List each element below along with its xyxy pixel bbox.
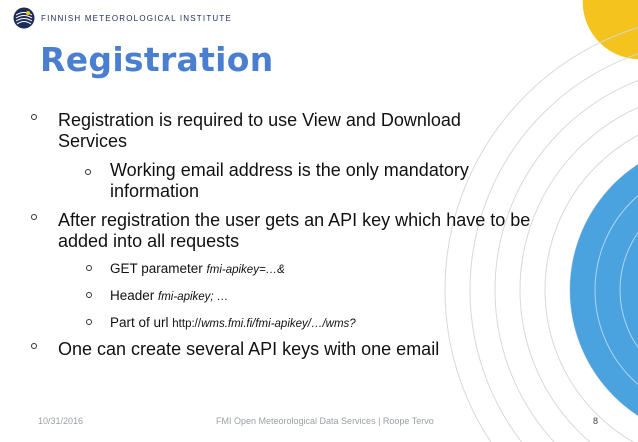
bullet-marker [31,214,37,220]
bullet-get-parameter: GET parameter fmi-apikey=…& [110,258,530,281]
footer-caption: FMI Open Meteorological Data Services | Roope Tervo [216,416,434,426]
bullet-marker [86,319,92,325]
bullet-marker [31,343,37,349]
bullet-marker [86,292,92,298]
slide-title: Registration [40,40,274,79]
bullet-header: Header fmi-apikey; … [110,285,530,308]
bullet-marker [31,114,37,120]
bullet-several-api-keys: One can create several API keys with one email [58,339,528,360]
footer-date: 10/31/2016 [38,416,84,426]
bullet-registration-required: Registration is required to use View and Download Services [58,110,528,152]
bullet-marker [85,169,91,175]
org-name: FINNISH METEOROLOGICAL INSTITUTE [41,13,233,23]
page-number: 8 [593,416,599,426]
bullet-part-of-url: Part of url http://wms.fmi.fi/fmi-apikey/…/wms? [110,312,540,335]
bullet-api-key: After registration the user gets an API key which have to be added into all requests [58,210,558,252]
bullet-marker [86,265,92,271]
bullet-email-mandatory: Working email address is the only mandatory information [110,160,520,202]
